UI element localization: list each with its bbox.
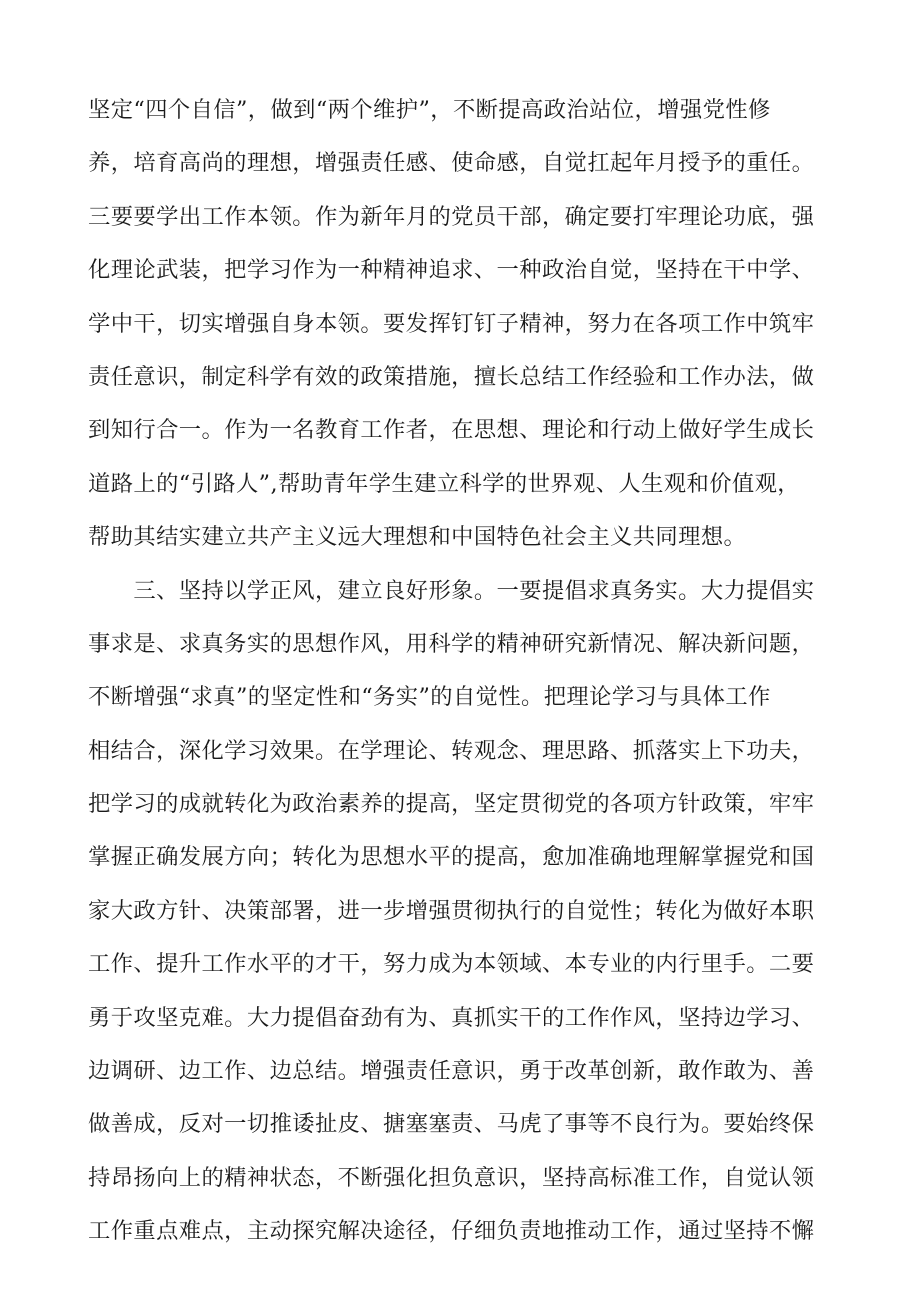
text-line: 把学习的成就转化为政治素养的提高，坚定贯彻党的各项方针政策，牢牢 [88,791,815,818]
text-line: 掌握正确发展方向；转化为思想水平的提高，愈加准确地理解掌握党和国 [88,844,815,871]
text-line: 边调研、边工作、边总结。增强责任意识，勇于改革创新，敢作敢为、善 [88,1058,815,1085]
text-line: 三、坚持以学正风，建立良好形象。一要提倡求真务实。大力提倡实 [88,577,815,604]
text-line: 持昂扬向上的精神状态，不断强化担负意识，坚持高标准工作，自觉认领 [88,1164,815,1191]
text-line: 到知行合一。作为一名教育工作者，在思想、理论和行动上做好学生成长 [88,417,815,444]
text-line: 帮助其结实建立共产主义远大理想和中国特色社会主义共同理想。 [88,524,747,551]
text-line: 学中干，切实增强自身本领。要发挥钉钉子精神，努力在各项工作中筑牢 [88,310,815,337]
text-line: 做善成，反对一切推诿扯皮、搪塞塞责、马虎了事等不良行为。要始终保 [88,1111,815,1138]
text-line: 道路上的“引路人”,帮助青年学生建立科学的世界观、人生观和价值观， [88,470,800,497]
text-line: 事求是、求真务实的思想作风，用科学的精神研究新情况、解决新问题， [88,630,815,657]
text-line: 不断增强“求真”的坚定性和“务实”的自觉性。把理论学习与具体工作 [88,684,771,711]
text-line: 责任意识，制定科学有效的政策措施，擅长总结工作经验和工作办法，做 [88,363,815,390]
document-body [88,84,848,1259]
text-line: 三要要学出工作本领。作为新年月的党员干部，确定要打牢理论功底，强 [88,203,815,230]
text-line: 养，培育高尚的理想，增强责任感、使命感，自觉扛起年月授予的重任。 [88,150,815,177]
text-line: 相结合，深化学习效果。在学理论、转观念、理思路、抓落实上下功夫， [88,737,815,764]
text-line: 工作、提升工作水平的才干，努力成为本领域、本专业的内行里手。二要 [88,951,815,978]
text-line: 家大政方针、决策部署，进一步增强贯彻执行的自觉性；转化为做好本职 [88,897,815,924]
text-line: 工作重点难点，主动探究解决途径，仔细负责地推动工作，通过坚持不懈 [88,1218,815,1245]
text-line: 勇于攻坚克难。大力提倡奋劲有为、真抓实干的工作作风，坚持边学习、 [88,1004,815,1031]
text-line: 化理论武装，把学习作为一种精神追求、一种政治自觉，坚持在干中学、 [88,257,815,284]
text-line: 坚定“四个自信”，做到“两个维护”，不断提高政治站位，增强党性修 [88,97,771,123]
